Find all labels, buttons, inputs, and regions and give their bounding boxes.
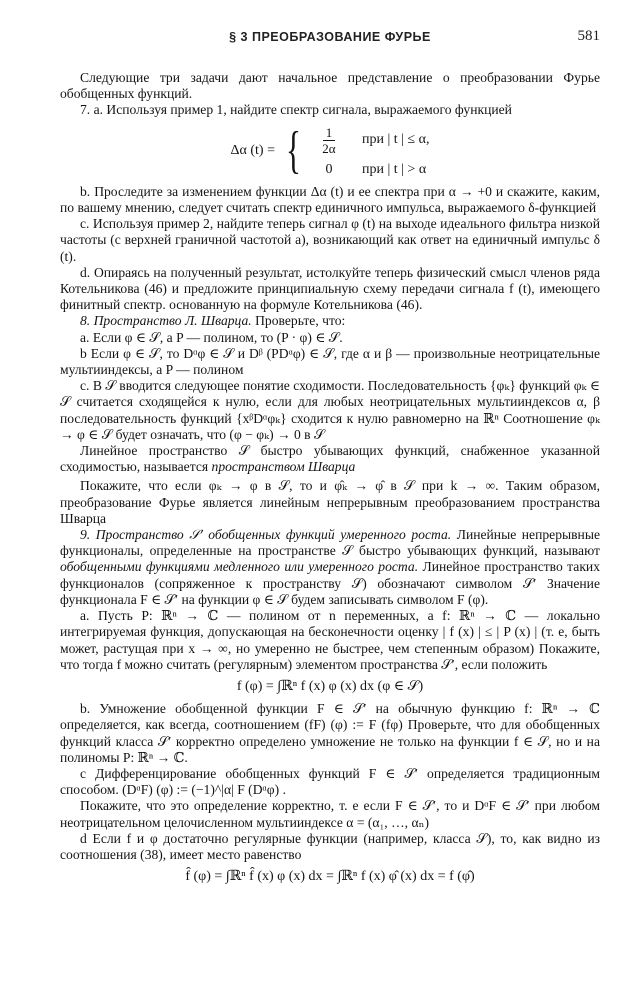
page-header xyxy=(60,30,600,50)
problem-8-intro: Проверьте, что: xyxy=(255,313,346,329)
problem-8e: Покажите, что если φₖ → φ в 𝒮, то и φ̂ₖ → φ̂ в 𝒮 при k → ∞. Таким образом, преобразование Фурье является линейным непрерывным преобразованием пространства Шварца xyxy=(60,478,600,526)
case-2-condition: при | t | > α xyxy=(361,161,427,177)
problem-7a: 7. а. Используя пример 1, найдите спектр сигнала, выражаемого функцией xyxy=(80,102,512,118)
case-2-value: 0 xyxy=(325,161,333,177)
problem-7c: с. Используя пример 2, найдите теперь сигнал φ (t) на выходе идеального фильтра низкой частоты (с верхней граничной частотой a), возникающий как ответ на единичный импульс δ (t). xyxy=(60,216,600,264)
intro-paragraph: Следующие три задачи дают начальное представление о преобразовании Фурье обобщенных функций. xyxy=(60,70,600,102)
formula-case-2 xyxy=(312,162,430,178)
fraction xyxy=(322,125,335,156)
page-number: 581 xyxy=(577,28,600,44)
problem-8-title: 8. Пространство Л. Шварца. xyxy=(80,313,252,329)
fraction-numerator: 1 xyxy=(323,125,336,141)
case-1-condition: при | t | ≤ α, xyxy=(361,132,430,147)
problem-8-heading xyxy=(60,313,600,329)
formula-cases xyxy=(312,125,430,178)
problem-7d: d. Опираясь на полученный результат, истолкуйте теперь физический смысл членов ряда Котельникова (46) и предложите принципиальную схему передачи сигнала f (t), имеющего финитный спектр. основанную на формуле Котельникова (46). xyxy=(60,264,600,313)
formula-regular-functional: f (φ) = ∫ℝⁿ f (x) φ (x) dx (φ ∈ 𝒮) xyxy=(236,678,424,694)
problem-9a: а. Пусть P: ℝⁿ → ℂ — полином от n переменных, а f: ℝⁿ → ℂ — локально интегрируемая функция, допускающая на бесконечности оценку | f (x) | ≤ | P (x) | (т. е, быть может, растущая при x → ∞, но умеренно не быстрее, чем степенным образом) Покажите, что тогда f можно считать (регулярным) элементом пространства 𝒮′, если положить xyxy=(60,608,600,672)
problem-9c: с Дифференцирование обобщенных функций F ∈ 𝒮′ определяется традиционным способом. (DᵅF) (φ) := (−1)^|α| F (Dᵅφ) . xyxy=(60,765,600,798)
schwartz-space-term: пространством Шварца xyxy=(211,459,356,475)
problem-7b: b. Проследите за изменением функции Δα (t) и ее спектра при α → +0 и скажите, каким, по вашему мнению, следует считать спектр единичного импульса, выражаемого δ-функцией xyxy=(60,183,600,216)
formula-fourier-parseval: f̂ (φ) = ∫ℝⁿ f̂ (x) φ (x) dx = ∫ℝⁿ f (x) φ̂ (x) dx = f (φ̂) xyxy=(185,869,475,885)
running-title: § 3 ПРЕОБРАЗОВАНИЕ ФУРЬЕ xyxy=(229,30,431,44)
problem-9-title: 9. Пространство 𝒮′ обобщенных функций умеренного роста. xyxy=(80,527,452,543)
problem-8b: b Если φ ∈ 𝒮, то Dᵅφ ∈ 𝒮 и Dᵝ (PDᵅφ) ∈ 𝒮, где α и β — произвольные неотрицательные мультииндексы, а P — полином xyxy=(60,345,600,378)
problem-9b: b. Умножение обобщенной функции F ∈ 𝒮′ на обычную функцию f: ℝⁿ → ℂ определяется, как всегда, соотношением (fF) (φ) := F (fφ) Проверьте, что для обобщенных функций класса 𝒮′ корректно определено умножение не только на функции f ∈ 𝒮, но и на полиномы P: ℝⁿ → ℂ. xyxy=(60,701,600,765)
problem-9-text-2: Линейное пространство таких функционалов (сопряженное к пространству 𝒮) обозначают символом 𝒮′ Значение функционала F ∈ 𝒮′ на функции φ ∈ 𝒮 будем записывать символом F (φ). xyxy=(60,559,600,607)
formula-delta-alpha xyxy=(60,122,600,180)
problem-9-term: обобщенными функциями медленного или умеренного роста. xyxy=(60,559,419,575)
problem-8d-text: Линейное пространство 𝒮 быстро убывающих функций, снабженное указанной сходимостью, называется xyxy=(60,443,600,475)
left-brace: { xyxy=(285,122,301,180)
problem-8c: с. В 𝒮 вводится следующее понятие сходимости. Последовательность {φₖ} функций φₖ ∈ 𝒮 считается сходящейся к нулю, если для любых неотрицательных мультииндексов α, β последовательность функций {xᵝDᵅφₖ} сходится к нулю равномерно на ℝⁿ Соотношение φₖ → φ ∈ 𝒮 будет означать, что (φ − φₖ) → 0 в 𝒮 xyxy=(60,378,600,442)
problem-8d xyxy=(60,443,600,475)
problem-9c-continued: Покажите, что это определение корректно, т. е если F ∈ 𝒮′, то и DᵅF ∈ 𝒮′ при любом неотрицательном целочисленном мультииндексе α = (α₁, …, αₙ) xyxy=(60,798,600,830)
problem-9d: d Если f и φ достаточно регулярные функции (например, класса 𝒮), то, как видно из соотношения (38), имеет место равенство xyxy=(60,830,600,862)
formula-case-1 xyxy=(312,125,430,156)
formula-lhs: Δα (t) = xyxy=(230,143,275,159)
page-body xyxy=(60,70,600,891)
fraction-denominator: 2α xyxy=(322,140,336,156)
problem-8a: а. Если φ ∈ 𝒮, а P — полином, то (P · φ) ∈ 𝒮. xyxy=(80,329,343,345)
problem-9-heading xyxy=(60,527,600,608)
problem-9-text-1: Линейные непрерывные функционалы, определенные на пространстве 𝒮 быстро убывающих функций, называют xyxy=(60,527,600,559)
